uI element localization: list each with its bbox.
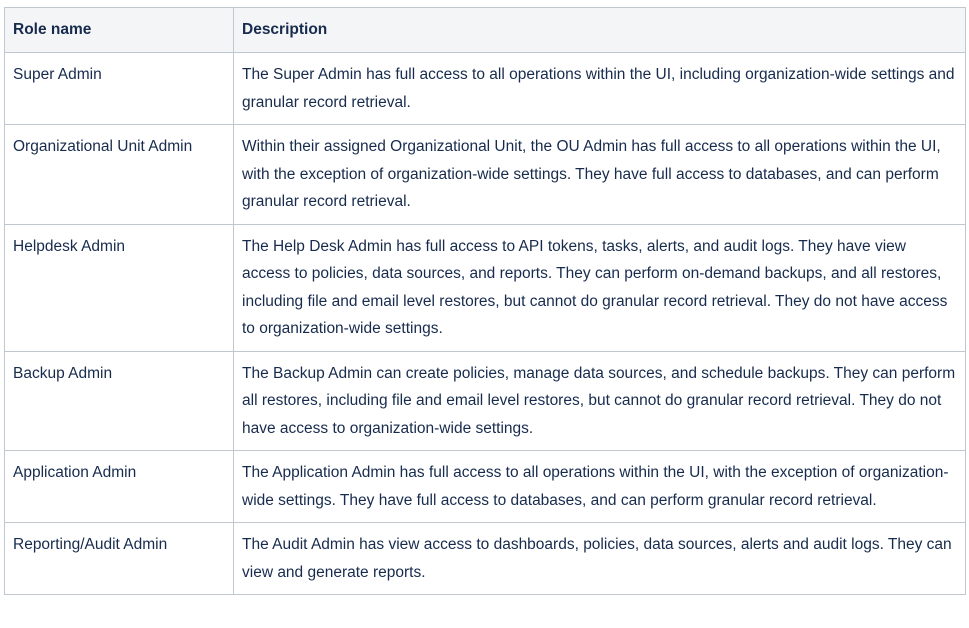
- table-row: [5, 451, 966, 523]
- table-row: [5, 351, 966, 451]
- role-description-cell: The Backup Admin can create policies, manage data sources, and schedule backups. They can perform all restores, including file and email level restores, but cannot do granular record retrieval. They do not have access to organization-wide settings.: [234, 351, 966, 451]
- role-name-cell: Organizational Unit Admin: [5, 125, 234, 225]
- role-description-cell: The Audit Admin has view access to dashboards, policies, data sources, alerts and audit logs. They can view and generate reports.: [234, 523, 966, 595]
- role-name-cell: Helpdesk Admin: [5, 224, 234, 351]
- table-row: [5, 224, 966, 351]
- role-name-cell: Application Admin: [5, 451, 234, 523]
- table-row: [5, 53, 966, 125]
- header-description: Description: [234, 8, 966, 53]
- table-header-row: [5, 8, 966, 53]
- role-name-cell: Reporting/Audit Admin: [5, 523, 234, 595]
- roles-table-container: [4, 7, 965, 595]
- table-row: [5, 523, 966, 595]
- role-name-cell: Super Admin: [5, 53, 234, 125]
- role-description-cell: The Application Admin has full access to all operations within the UI, with the exception of organization-wide settings. They have full access to databases, and can perform granular record retrieval.: [234, 451, 966, 523]
- roles-table: [4, 7, 966, 595]
- role-name-cell: Backup Admin: [5, 351, 234, 451]
- header-role-name: Role name: [5, 8, 234, 53]
- role-description-cell: Within their assigned Organizational Unit, the OU Admin has full access to all operations within the UI, with the exception of organization-wide settings. They have full access to databases, and can perform granular record retrieval.: [234, 125, 966, 225]
- table-row: [5, 125, 966, 225]
- role-description-cell: The Super Admin has full access to all operations within the UI, including organization-wide settings and granular record retrieval.: [234, 53, 966, 125]
- role-description-cell: The Help Desk Admin has full access to API tokens, tasks, alerts, and audit logs. They have view access to policies, data sources, and reports. They can perform on-demand backups, and all restores, including file and email level restores, but cannot do granular record retrieval. They do not have access to organization-wide settings.: [234, 224, 966, 351]
